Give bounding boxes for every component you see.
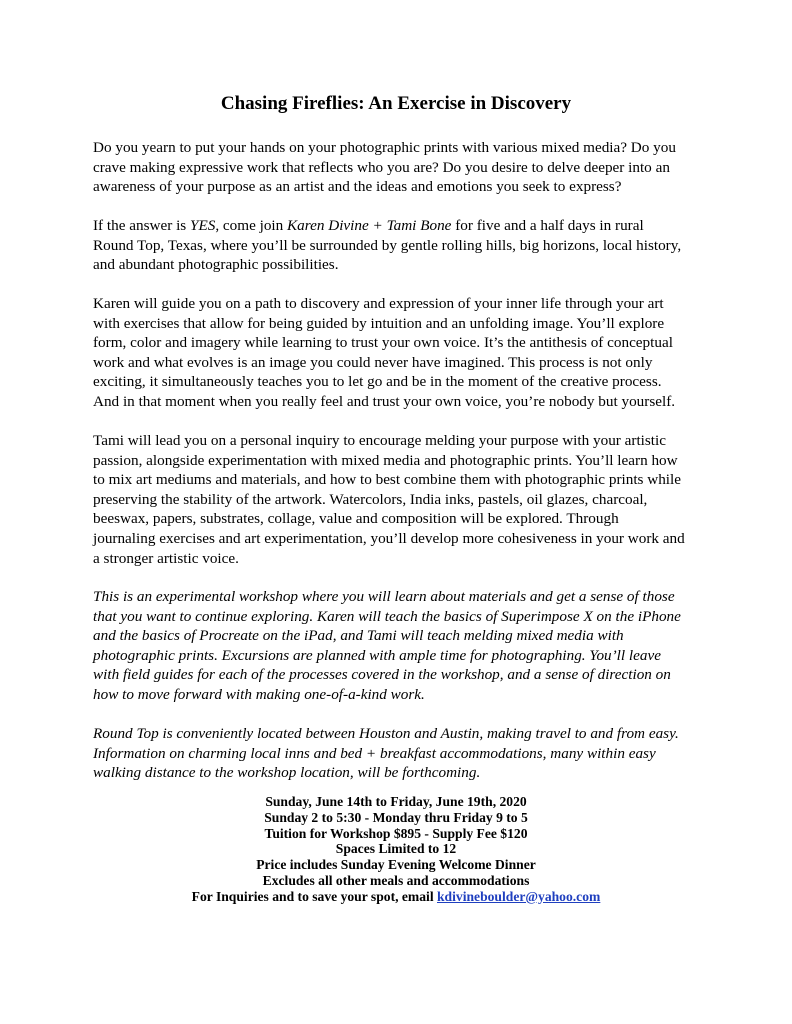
text-line: passion, alongside experimentation with mixed media and photographic prints. You’ll learn how <box>93 451 678 469</box>
text-line: Round Top, Texas, where you’ll be surrounded by gentle rolling hills, big horizons, local history, <box>93 236 682 254</box>
workshop-description-paragraph <box>93 587 705 705</box>
invitation-paragraph <box>93 216 705 275</box>
workshop-dates: Sunday, June 14th to Friday, June 19th, 2020 <box>265 794 527 809</box>
workshop-dinner: Price includes Sunday Evening Welcome Dinner <box>256 857 536 873</box>
text-line: Tami will lead you on a personal inquiry to encourage melding your purpose with your artistic <box>93 432 666 449</box>
text-segment: for five and a half days in rural <box>451 217 644 234</box>
karen-paragraph <box>93 294 705 412</box>
workshop-exclusions: Excludes all other meals and accommodations <box>262 872 530 888</box>
text-line: and the basics of Procreate on the iPad, and Tami will teach melding mixed media with <box>93 627 624 645</box>
inquiry-label: For Inquiries and to save your spot, email <box>191 888 437 904</box>
text-line: that you want to continue exploring. Karen will teach the basics of Superimpose X on the iPhone <box>93 607 681 625</box>
text-segment: If the answer is <box>93 217 190 234</box>
text-line: beeswax, papers, substrates, collage, value and composition will be explored. Through <box>93 510 619 528</box>
text-line: with field guides for each of the processes covered in the workshop, and a sense of direction on <box>93 666 671 684</box>
page-title: Chasing Fireflies: An Exercise in Discovery <box>220 93 572 114</box>
text-line: preserving the stability of the artwork. Watercolors, India inks, pastels, oil glazes, charcoal, <box>93 490 648 508</box>
text-line: crave making expressive work that reflects who you are? Do you desire to delve deeper into an <box>93 158 670 176</box>
inquiry-line <box>0 889 792 905</box>
email-link[interactable]: kdivineboulder@yahoo.com <box>437 888 601 904</box>
text-line: walking distance to the workshop location, will be forthcoming. <box>93 764 481 782</box>
text-line: with exercises that allow for being guided by intuition and an unfolding image. You’ll explore <box>93 314 665 332</box>
text-line: awareness of your purpose as an artist and the ideas and emotions you seek to express? <box>93 178 622 196</box>
text-line: And in that moment when you really feel and trust your own voice, you’re nobody but yourself. <box>93 392 676 410</box>
text-line: work and what evolves is an image you could never have imagined. This process is not only <box>93 353 653 371</box>
workshop-tuition: Tuition for Workshop $895 - Supply Fee $120 <box>264 825 528 841</box>
tami-paragraph <box>93 431 705 568</box>
text-line: journaling exercises and art experimentation, you’ll develop more cohesiveness in your work and <box>93 529 685 547</box>
instructor-karen-name: Karen Divine <box>287 217 369 234</box>
workshop-spaces: Spaces Limited to 12 <box>335 841 457 857</box>
workshop-times: Sunday 2 to 5:30 - Monday thru Friday 9 to 5 <box>264 809 528 825</box>
text-line: Round Top is conveniently located between Houston and Austin, making travel to and from easy. <box>93 725 679 742</box>
text-line <box>93 216 705 236</box>
text-line: This is an experimental workshop where you will learn about materials and get a sense of those <box>93 588 675 605</box>
workshop-details <box>0 794 792 905</box>
text-line: Information on charming local inns and bed + breakfast accommodations, many within easy <box>93 744 656 762</box>
instructor-tami-name: Tami Bone <box>386 217 452 234</box>
intro-paragraph <box>93 138 705 197</box>
text-line: Do you yearn to put your hands on your photographic prints with various mixed media? Do you <box>93 139 676 156</box>
text-segment: , come join <box>215 217 288 234</box>
text-line: how to move forward with making one-of-a-kind work. <box>93 685 425 703</box>
text-line: Karen will guide you on a path to discovery and expression of your inner life through your art <box>93 295 664 312</box>
text-line: a stronger artistic voice. <box>93 549 239 567</box>
text-line: and abundant photographic possibilities. <box>93 256 339 274</box>
yes-emphasis: YES <box>190 217 216 234</box>
plus-sign: + <box>368 217 387 234</box>
text-line: exciting, it simultaneously teaches you to let go and be in the moment of the creative process. <box>93 373 662 391</box>
location-paragraph <box>93 724 705 783</box>
text-line: to mix art mediums and materials, and how to best combine them with photographic prints while <box>93 471 681 489</box>
text-line: photographic prints. Excursions are planned with ample time for photographing. You’ll leave <box>93 646 661 664</box>
text-line: form, color and imagery while learning to trust your own voice. It’s the antithesis of conceptual <box>93 334 673 352</box>
